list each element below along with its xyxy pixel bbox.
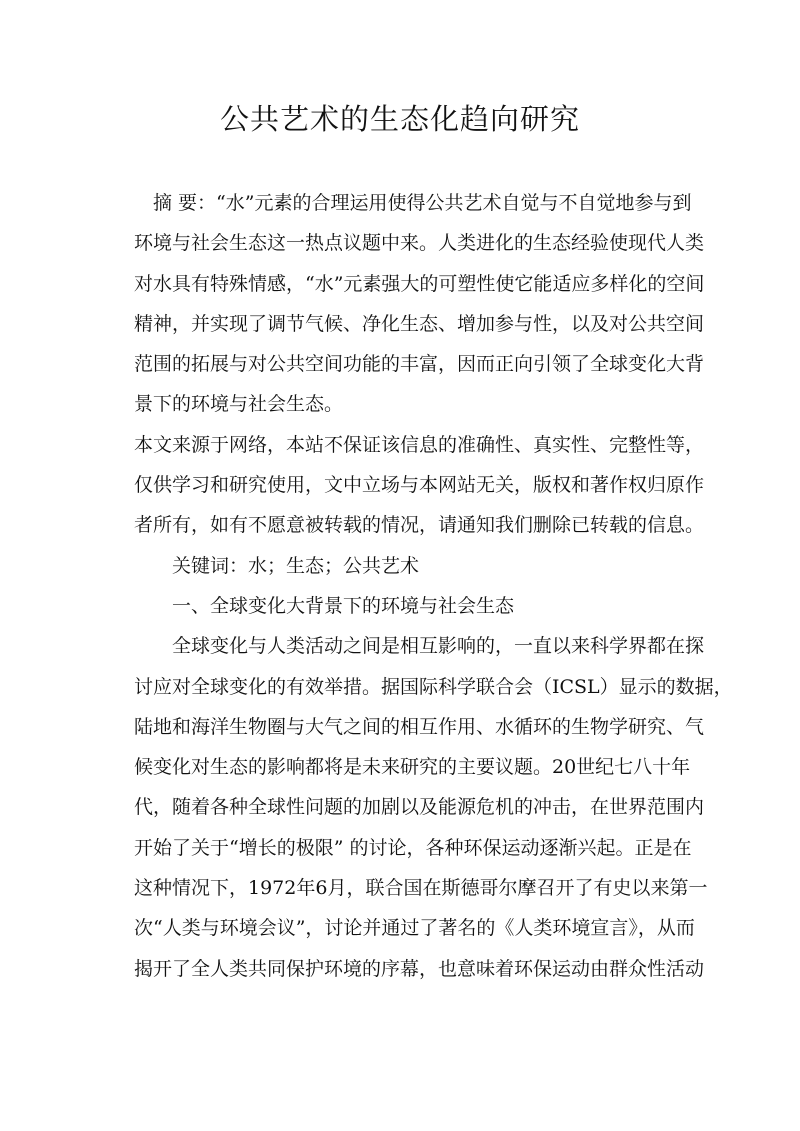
paragraph-line: 讨应对全球变化的有效举措。据国际科学联合会（ICSL）显示的数据，	[134, 675, 733, 698]
abstract-line: 对水具有特殊情感，“水”元素强大的可塑性使它能适应多样化的空间	[134, 272, 705, 295]
source-notice	[134, 425, 705, 546]
abstract-line: 摘 要：“水”元素的合理运用使得公共艺术自觉与不自觉地参与到	[153, 192, 692, 214]
paragraph-line: 陆地和海洋生物圈与大气之间的相互作用、水循环的生物学研究、气	[134, 715, 705, 738]
document-title: 公共艺术的生态化趋向研究	[219, 102, 580, 136]
paragraph-line: 候变化对生态的影响都将是未来研究的主要议题。20世纪七八十年	[134, 756, 691, 779]
notice-line: 仅供学习和研究使用，文中立场与本网站无关，版权和著作权归原作	[134, 474, 705, 497]
paragraph-line: 代，随着各种全球性问题的加剧以及能源危机的冲击，在世界范围内	[134, 796, 705, 819]
notice-line: 本文来源于网络，本站不保证该信息的准确性、真实性、完整性等，	[134, 433, 705, 456]
abstract-line: 精神，并实现了调节气候、净化生态、增加参与性，以及对公共空间	[134, 312, 705, 335]
section-heading: 一、全球变化大背景下的环境与社会生态	[172, 594, 515, 617]
abstract	[134, 183, 705, 425]
abstract-line: 范围的拓展与对公共空间功能的丰富，因而正向引领了全球变化大背	[134, 353, 705, 376]
notice-line: 者所有，如有不愿意被转载的情况，请通知我们删除已转载的信息。	[134, 514, 705, 537]
body-paragraph	[134, 626, 733, 989]
paragraph-line: 全球变化与人类活动之间是相互影响的，一直以来科学界都在探	[172, 635, 705, 658]
abstract-line: 景下的环境与社会生态。	[134, 393, 344, 416]
paragraph-line: 开始了关于“增长的极限” 的讨论，各种环保运动逐渐兴起。正是在	[134, 836, 692, 859]
keywords: 关键词：水；生态；公共艺术	[172, 554, 420, 577]
paragraph-line: 次“人类与环境会议”，讨论并通过了著名的《人类环境宣言》，从而	[134, 917, 695, 940]
document-body	[134, 183, 733, 989]
abstract-line: 环境与社会生态这一热点议题中来。人类进化的生态经验使现代人类	[134, 232, 705, 255]
paragraph-line: 这种情况下，1972年6月，联合国在斯德哥尔摩召开了有史以来第一	[134, 877, 708, 900]
paragraph-line: 揭开了全人类共同保护环境的序幕，也意味着环保运动由群众性活动	[134, 957, 705, 980]
